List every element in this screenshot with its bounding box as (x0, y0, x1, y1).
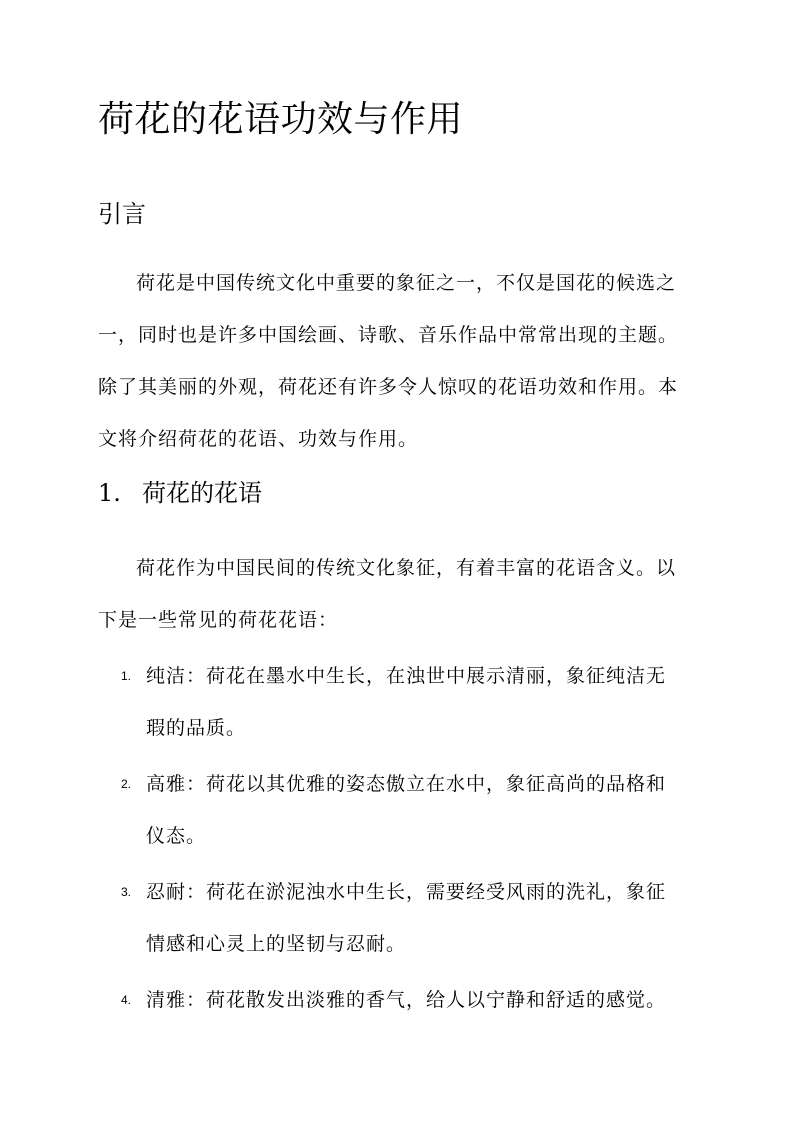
list-item-line: 高雅：荷花以其优雅的姿态傲立在水中，象征高尚的品格和 (146, 773, 667, 795)
list-item-number: 4. (121, 993, 132, 1007)
list-item-line: 纯洁：荷花在墨水中生长，在浊世中展示清丽，象征纯洁无 (146, 665, 667, 687)
list-item-line: 情感和心灵上的坚韧与忍耐。 (146, 933, 407, 955)
intro-line: 一，同时也是许多中国绘画、诗歌、音乐作品中常常出现的主题。 (98, 324, 679, 346)
list-item-line: 瑕的品质。 (146, 717, 247, 739)
intro-paragraph (98, 257, 702, 465)
list-item-number: 1. (121, 669, 132, 683)
list-item-number: 3. (121, 885, 132, 899)
list-item-line: 忍耐：荷花在淤泥浊水中生长，需要经受风雨的洗礼，象征 (146, 881, 667, 903)
list-item-text (146, 650, 666, 754)
section-heading-intro: 引言 (98, 200, 146, 228)
intro-line: 文将介绍荷花的花语、功效与作用。 (98, 428, 419, 450)
paragraph-line: 下是一些常见的荷花花语： (98, 609, 339, 631)
section-heading-text: 荷花的花语 (142, 479, 262, 507)
flower-language-paragraph (98, 542, 702, 646)
list-item-text (146, 974, 666, 1026)
section-number: 1. (98, 479, 121, 507)
list-item-line: 仪态。 (146, 825, 207, 847)
intro-line: 除了其美丽的外观，荷花还有许多令人惊叹的花语功效和作用。本 (98, 376, 679, 398)
list-item-text (146, 758, 666, 862)
intro-line: 荷花是中国传统文化中重要的象征之一，不仅是国花的候选之 (136, 272, 677, 294)
section-heading-flower-language (98, 477, 262, 509)
list-item-text (146, 866, 666, 970)
paragraph-line: 荷花作为中国民间的传统文化象征，有着丰富的花语含义。以 (136, 557, 677, 579)
list-item-line: 清雅：荷花散发出淡雅的香气，给人以宁静和舒适的感觉。 (146, 989, 667, 1011)
document-title: 荷花的花语功效与作用 (98, 99, 464, 140)
list-item-number: 2. (121, 777, 132, 791)
